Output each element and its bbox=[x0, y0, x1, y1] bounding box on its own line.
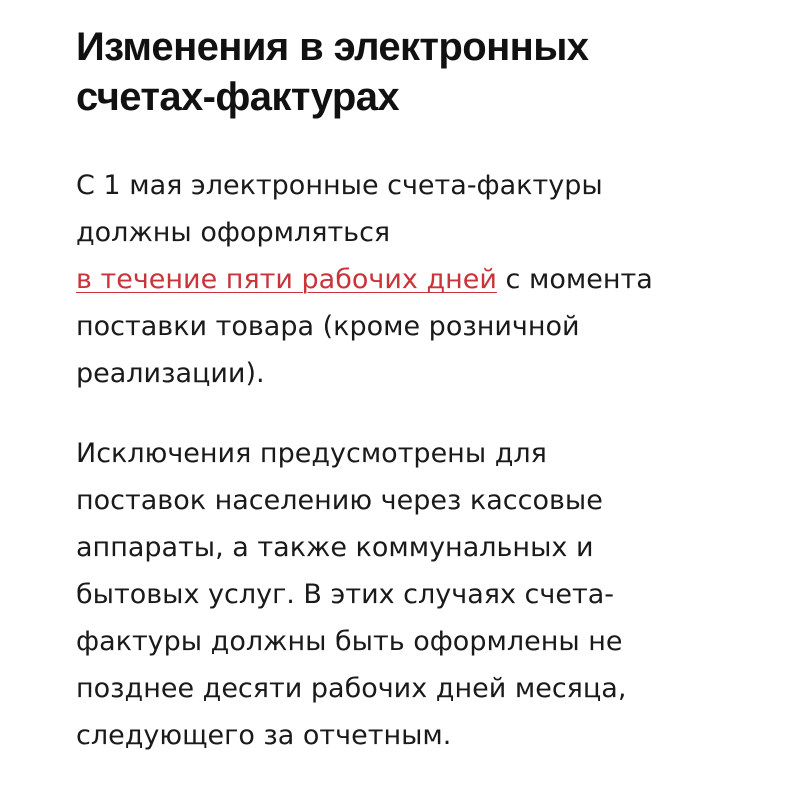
paragraph-1-line-1: С 1 мая электронные счета-фактуры bbox=[76, 170, 603, 201]
title-line-1: Изменения в электронных bbox=[76, 25, 589, 69]
title-line-2: счетах-фактурах bbox=[76, 75, 400, 119]
paragraph-2-line-1: Исключения предусмотрены для bbox=[76, 438, 547, 469]
paragraph-1-line-2: должны оформляться bbox=[76, 217, 391, 248]
paragraph-2-line-6: позднее десяти рабочих дней месяца, bbox=[76, 673, 627, 704]
paragraph-2-line-3: аппараты, а также коммунальных и bbox=[76, 532, 594, 563]
article bbox=[76, 22, 776, 759]
paragraph-2-line-2: поставок населению через кассовые bbox=[76, 485, 603, 516]
five-working-days-link[interactable]: в течение пяти рабочих дней bbox=[76, 264, 497, 295]
paragraph-dates bbox=[76, 162, 776, 397]
paragraph-1-line-5: реализации). bbox=[76, 358, 265, 389]
paragraph-exceptions bbox=[76, 430, 776, 759]
article-title bbox=[76, 22, 776, 122]
paragraph-2-line-5: фактуры должны быть оформлены не bbox=[76, 626, 623, 657]
paragraph-1-line-3-rest: с момента bbox=[496, 264, 653, 295]
paragraph-2-line-4: бытовых услуг. В этих случаях счета- bbox=[76, 579, 614, 610]
paragraph-2-line-7: следующего за отчетным. bbox=[76, 720, 452, 751]
paragraph-1-line-4: поставки товара (кроме розничной bbox=[76, 311, 580, 342]
